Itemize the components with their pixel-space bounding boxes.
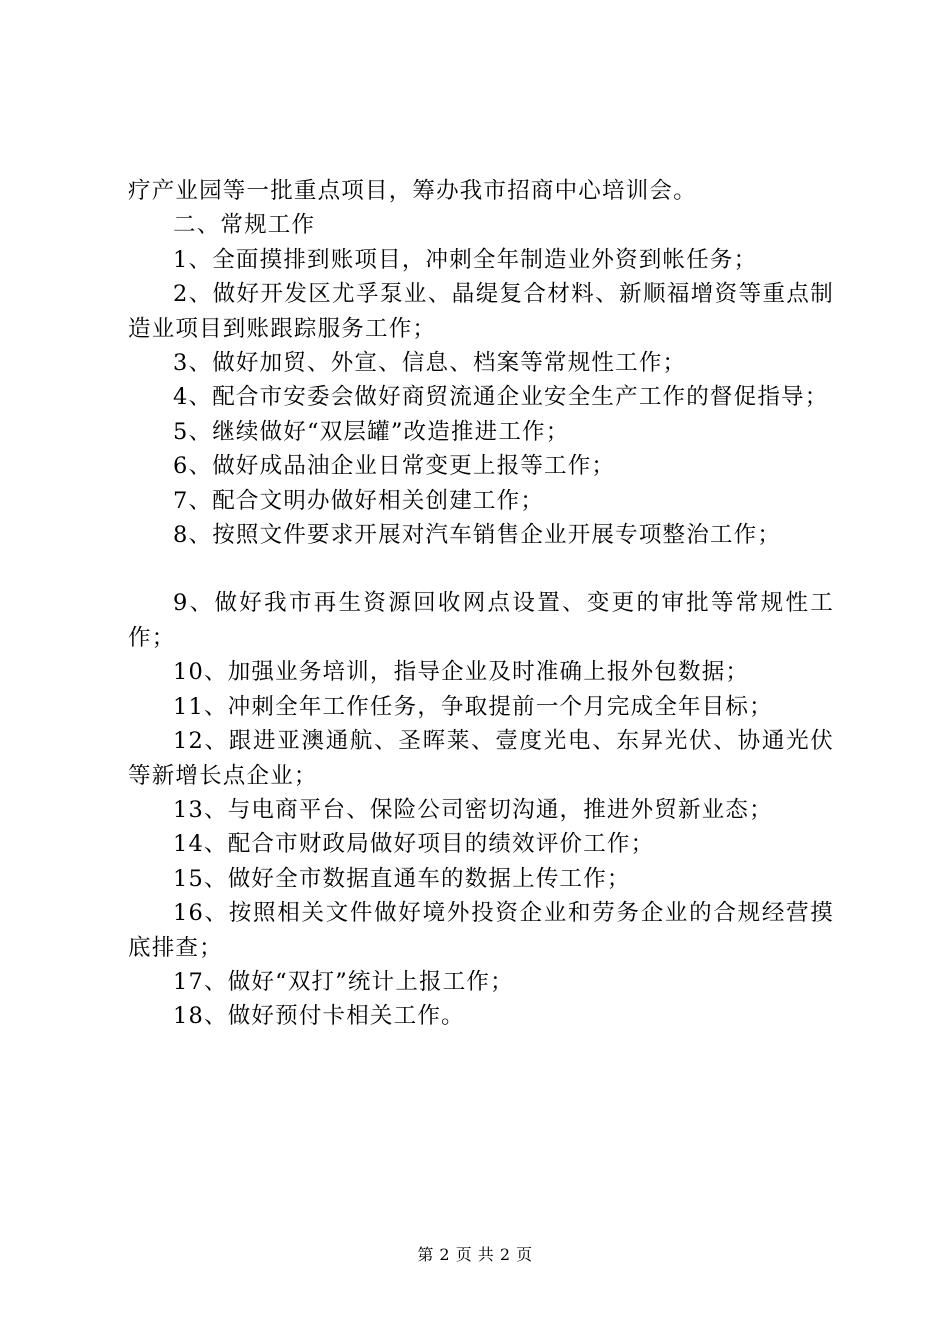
list-item: 13、与电商平台、保险公司密切沟通，推进外贸新业态； bbox=[173, 796, 773, 823]
list-item: 16、按照相关文件做好境外投资企业和劳务企业的合规经营摸底排查； bbox=[128, 900, 834, 961]
document-body bbox=[128, 174, 834, 1034]
list-item: 3、做好加贸、外宣、信息、档案等常规性工作； bbox=[173, 350, 687, 377]
page-footer: 第 2 页 共 2 页 bbox=[417, 1245, 533, 1264]
section-heading: 二、常规工作 bbox=[173, 212, 316, 239]
list-item: 7、配合文明办做好相关创建工作； bbox=[173, 487, 545, 514]
list-item: 15、做好全市数据直通车的数据上传工作； bbox=[173, 865, 631, 892]
list-item: 18、做好预付卡相关工作。 bbox=[173, 1003, 465, 1030]
list-item: 2、做好开发区尤孚泵业、晶缇复合材料、新顺福增资等重点制造业项目到账跟踪服务工作； bbox=[128, 281, 834, 342]
list-item: 6、做好成品油企业日常变更上报等工作； bbox=[173, 453, 616, 480]
list-item: 14、配合市财政局做好项目的绩效评价工作； bbox=[173, 831, 655, 858]
list-item: 1、全面摸排到账项目，冲刺全年制造业外资到帐任务； bbox=[173, 246, 758, 273]
list-item: 17、做好“双打”统计上报工作； bbox=[173, 968, 514, 995]
list-item: 5、继续做好“双层罐”改造推进工作； bbox=[173, 418, 570, 445]
list-item: 8、按照文件要求开展对汽车销售企业开展专项整治工作； bbox=[173, 522, 782, 549]
paragraph-continuation: 疗产业园等一批重点项目，筹办我市招商中心培训会。 bbox=[128, 178, 697, 204]
list-item: 11、冲刺全年工作任务，争取提前一个月完成全年目标； bbox=[173, 693, 773, 720]
list-item: 4、配合市安委会做好商贸流通企业安全生产工作的督促指导； bbox=[173, 384, 829, 411]
list-item: 12、跟进亚澳通航、圣晖莱、壹度光电、东昇光伏、协通光伏等新增长点企业； bbox=[128, 728, 834, 789]
list-item: 9、做好我市再生资源回收网点设置、变更的审批等常规性工作； bbox=[128, 590, 834, 651]
list-item: 10、加强业务培训，指导企业及时准确上报外包数据； bbox=[173, 659, 750, 686]
